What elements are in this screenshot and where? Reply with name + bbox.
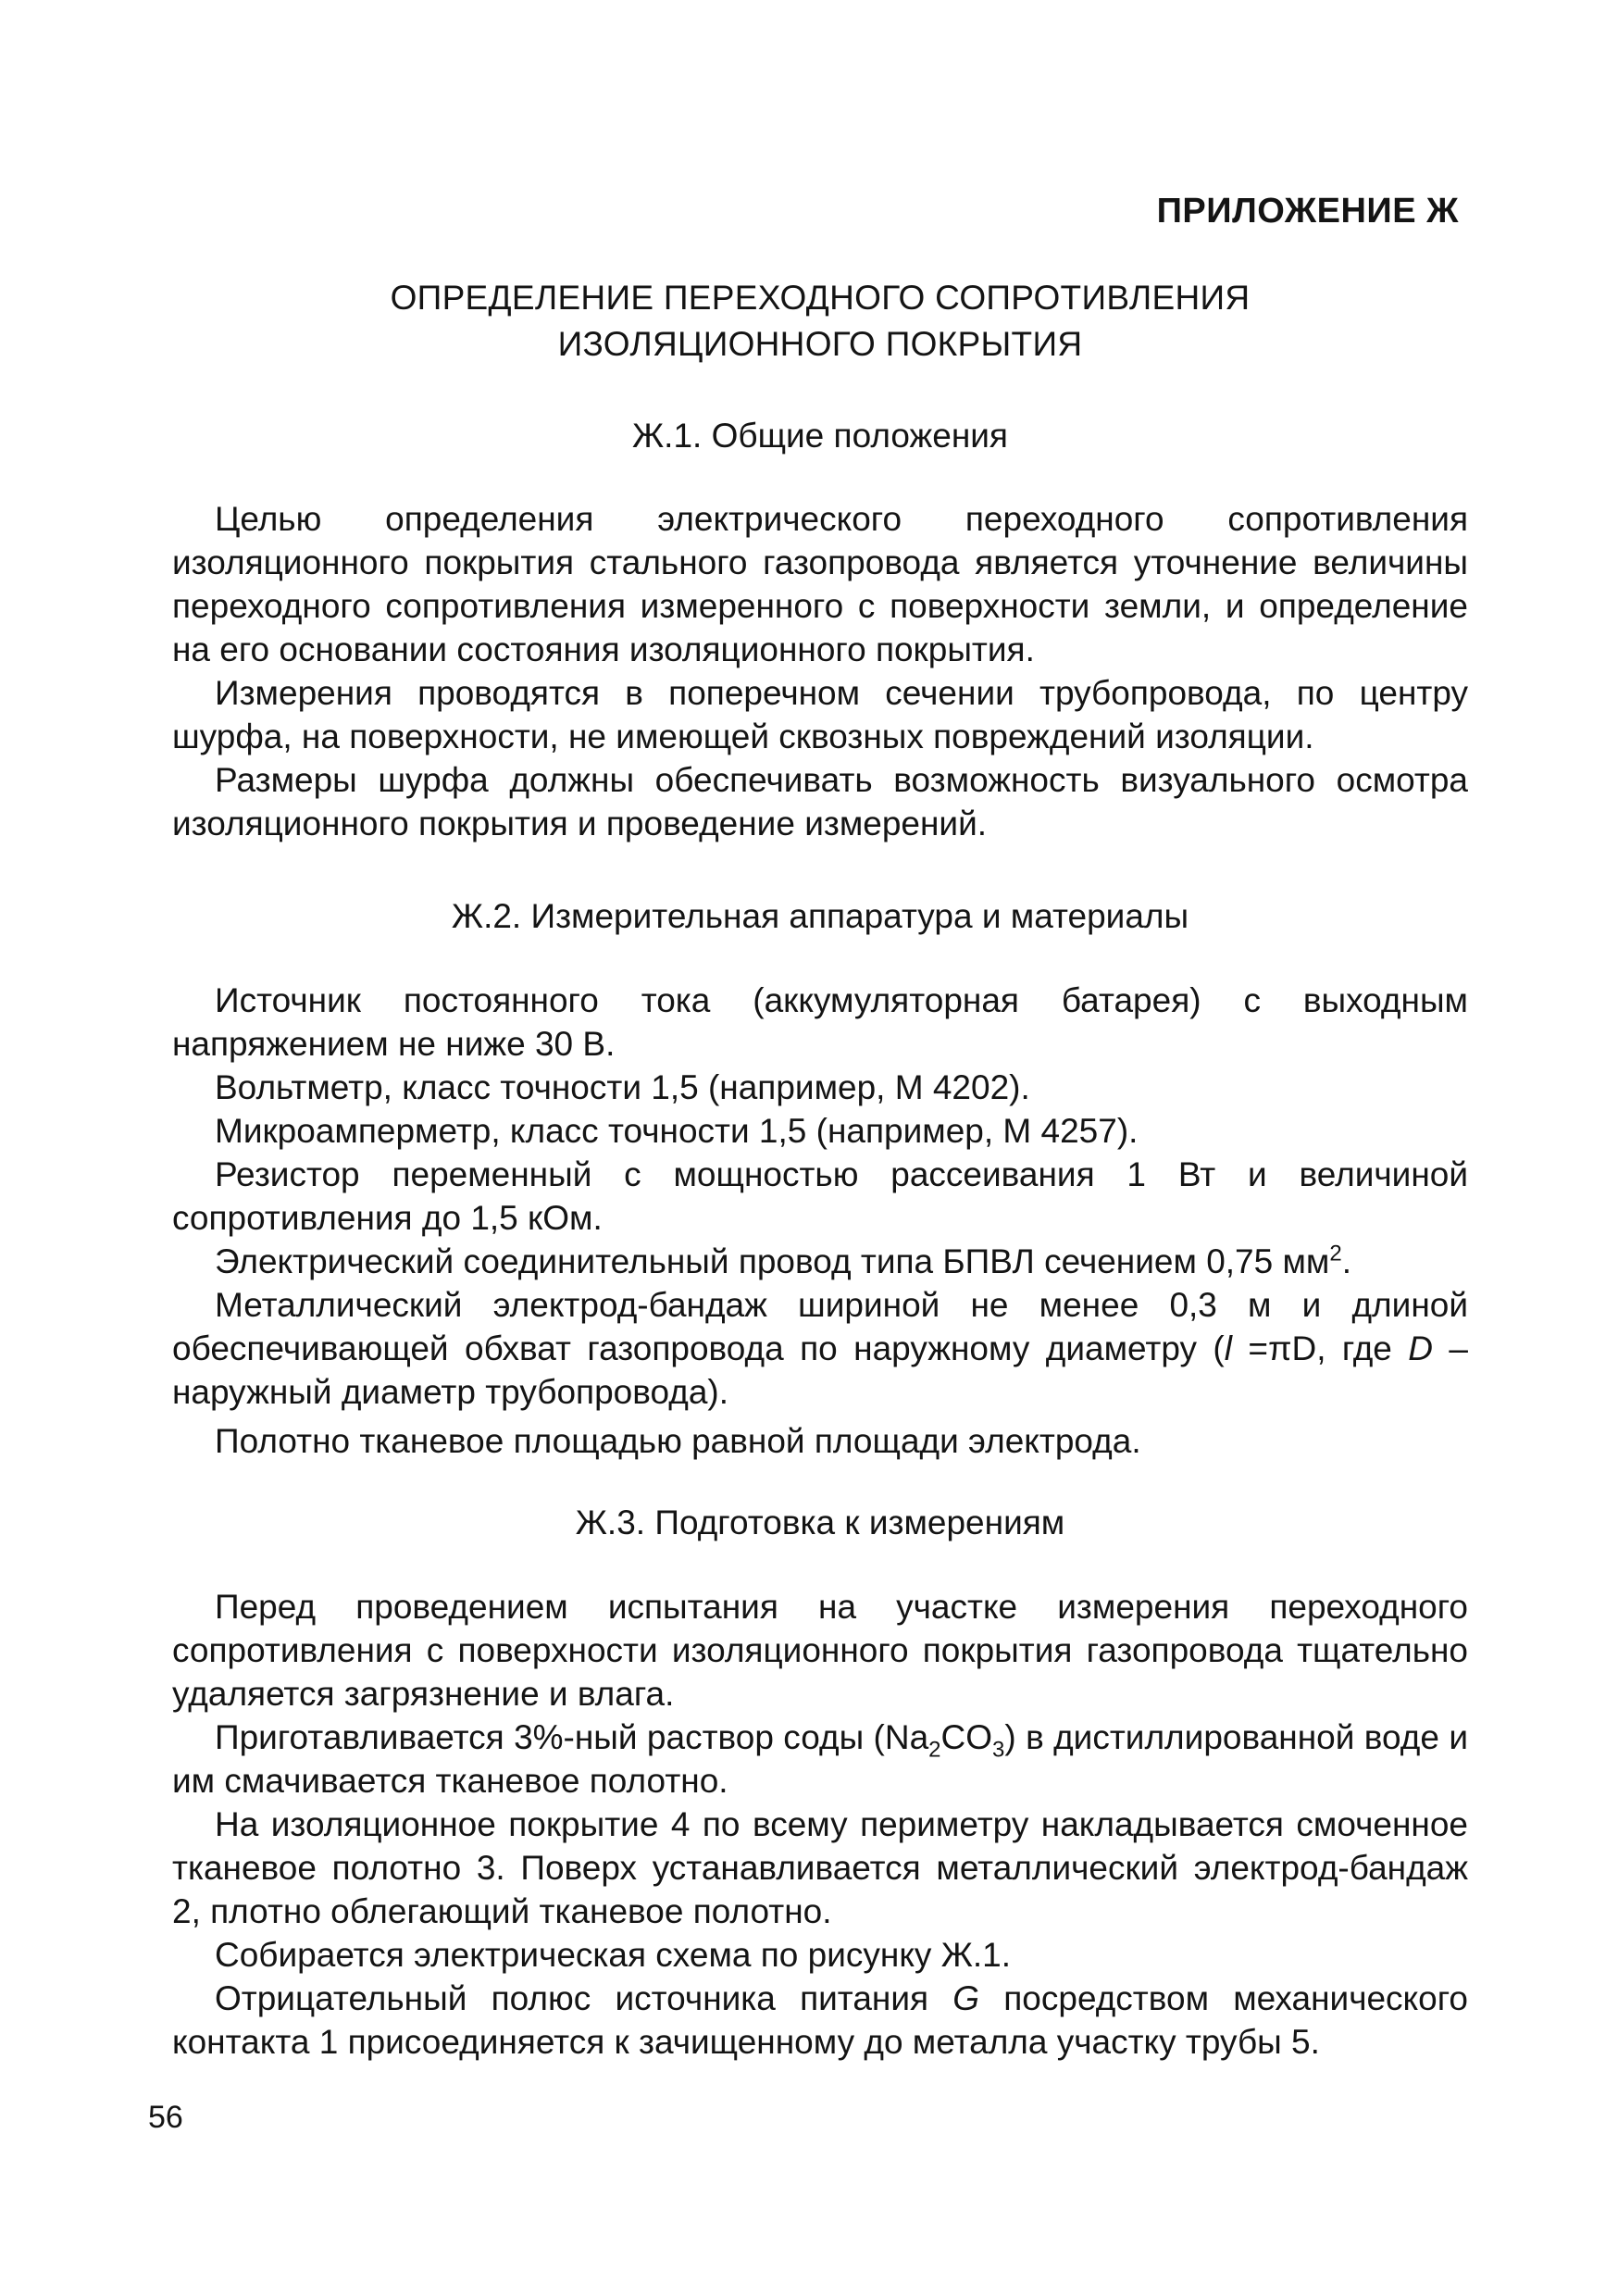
text-run: CO: [940, 1718, 993, 1756]
paragraph: Собирается электрическая схема по рисунку Ж.1.: [215, 1936, 1011, 1974]
section-heading: Ж.2. Измерительная аппаратура и материалы: [451, 897, 1189, 935]
superscript: 2: [1329, 1241, 1342, 1267]
text-run: , где: [1316, 1329, 1409, 1367]
page-number: 56: [148, 2100, 183, 2135]
text-run: ) в дистиллированной воде и им смачивается тканевое полотно.: [172, 1718, 1468, 1800]
paragraph: [172, 1240, 1468, 1283]
paragraph: Полотно тканевое площадью равной площади электрода.: [215, 1422, 1141, 1460]
appendix-label: ПРИЛОЖЕНИЕ Ж: [1156, 192, 1459, 231]
paragraph: На изоляционное покрытие 4 по всему периметру накладывается смоченное тканевое полотно 3. Поверх устанавливается металлический электрод-бандаж 2, плотно облегающий тканевое полотно.: [172, 1805, 1468, 1930]
section-heading: Ж.3. Подготовка к измерениям: [575, 1504, 1065, 1541]
text-run: .: [1341, 1242, 1352, 1280]
text-run: – наружный диаметр трубопровода).: [172, 1329, 1469, 1411]
section-heading: Ж.1. Общие положения: [632, 417, 1008, 455]
formula-text: =πD: [1231, 1329, 1317, 1367]
paragraph: Размеры шурфа должны обеспечивать возможность визуального осмотра изоляционного покрытия и проведение измерений.: [172, 761, 1468, 842]
paragraph: Перед проведением испытания на участке измерения переходного сопротивления с поверхности изоляционного покрытия газопровода тщательно удаляется загрязнение и влага.: [172, 1588, 1468, 1713]
formula-variable: l: [1224, 1329, 1232, 1367]
paragraph: Целью определения электрического переходного сопротивления изоляционного покрытия стального газопровода является уточнение величины переходного сопротивления измеренного с поверхности земли, и определение на его основании состояния изоляционного покрытия.: [172, 500, 1468, 668]
text-run: Отрицательный полюс источника питания: [215, 1979, 953, 2017]
title-line: ИЗОЛЯЦИОННОГО ПОКРЫТИЯ: [557, 325, 1083, 363]
paragraph: Источник постоянного тока (аккумуляторная батарея) с выходным напряжением не ниже 30 В.: [172, 981, 1468, 1063]
subscript: 2: [928, 1737, 941, 1763]
text-run: Металлический электрод-бандаж шириной не менее 0,3 м и длиной обеспечивающей обхват газопровода по наружному диаметру (: [172, 1286, 1468, 1367]
subscript: 3: [992, 1737, 1005, 1763]
paragraph: Резистор переменный с мощностью рассеивания 1 Вт и величиной сопротивления до 1,5 кОм.: [172, 1155, 1468, 1237]
text-run: Приготавливается 3%-ный раствор соды (Na: [215, 1718, 929, 1756]
title-line: ОПРЕДЕЛЕНИЕ ПЕРЕХОДНОГО СОПРОТИВЛЕНИЯ: [390, 279, 1251, 317]
paragraph: [172, 1716, 1468, 1803]
text-run: Электрический соединительный провод типа БПВЛ сечением 0,75 мм: [215, 1242, 1330, 1280]
paragraph: [172, 1977, 1468, 2064]
paragraph: Микроамперметр, класс точности 1,5 (например, М 4257).: [215, 1112, 1139, 1150]
paragraph: Вольтметр, класс точности 1,5 (например, М 4202).: [215, 1068, 1030, 1106]
formula-variable: D: [1408, 1329, 1434, 1367]
paragraph: Измерения проводятся в поперечном сечении трубопровода, по центру шурфа, на поверхности, не имеющей сквозных повреждений изоляции.: [172, 674, 1468, 755]
paragraph: [172, 1283, 1468, 1414]
formula-variable: G: [952, 1979, 980, 2017]
text-run: посредством механического контакта 1 присоединяется к зачищенному до металла участку трубы 5.: [172, 1979, 1468, 2061]
document-title: [172, 275, 1468, 368]
